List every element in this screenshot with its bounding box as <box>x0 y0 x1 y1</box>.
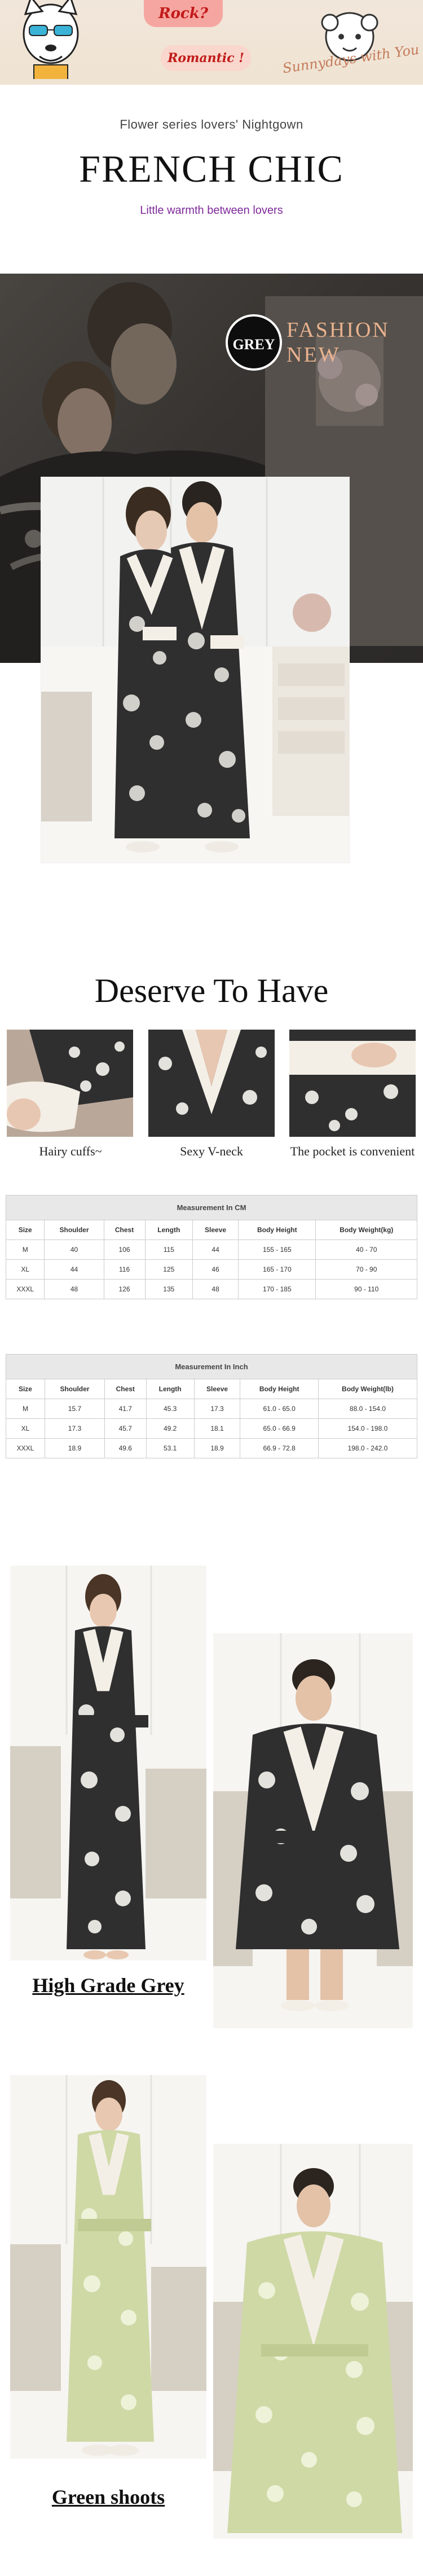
page-subtitle: Flower series lovers' Nightgown <box>120 117 303 131</box>
table-header-row <box>6 1379 417 1399</box>
header-cell: Length <box>145 1220 192 1240</box>
signature-text: Sunnydays with You <box>281 41 420 77</box>
table-cell: 70 - 90 <box>316 1260 417 1280</box>
table-cell: 165 - 170 <box>239 1260 316 1280</box>
header-cell: Body Height <box>239 1220 316 1240</box>
header-cell: Body Height <box>240 1379 318 1399</box>
table-cell: 45.7 <box>104 1419 146 1439</box>
table-row <box>6 1419 417 1439</box>
table-row <box>6 1260 417 1280</box>
cuff-detail-photo <box>7 1030 133 1137</box>
size-table-inch <box>6 1354 417 1458</box>
couple-photo <box>41 477 350 863</box>
grey-robe-man-photo <box>213 1633 413 2028</box>
header-cell: Body Weight(lb) <box>318 1379 417 1399</box>
table-cell: 18.9 <box>45 1439 104 1458</box>
table-cell: 18.9 <box>194 1439 240 1458</box>
romantic-bubble: Romantic ! <box>161 45 251 71</box>
table-cell: 155 - 165 <box>239 1240 316 1260</box>
table-inch-caption: Measurement In Inch <box>6 1354 417 1379</box>
fashion-line: FASHION <box>287 318 390 342</box>
page-title: FRENCH CHIC <box>79 147 344 190</box>
table-cell: 115 <box>145 1240 192 1260</box>
table-cell: M <box>6 1399 45 1419</box>
table-row <box>6 1280 417 1299</box>
table-cell: 49.2 <box>146 1419 194 1439</box>
neck-caption: Sexy V-neck <box>180 1144 243 1158</box>
rock-bubble: Rock? <box>144 0 223 27</box>
table-cell: XXXL <box>6 1280 45 1299</box>
green-robe-man-photo <box>213 2144 413 2539</box>
table-cell: 49.6 <box>104 1439 146 1458</box>
table-cell: 46 <box>193 1260 239 1280</box>
table-header-row <box>6 1220 417 1240</box>
header-cell: Shoulder <box>45 1379 104 1399</box>
table-cell: 40 <box>45 1240 104 1260</box>
neck-detail-photo <box>148 1030 275 1137</box>
grey-section-label: High Grade Grey <box>32 1974 184 1997</box>
table-cell: 170 - 185 <box>239 1280 316 1299</box>
table-cell: 40 - 70 <box>316 1240 417 1260</box>
header-cell: Chest <box>104 1220 145 1240</box>
grey-robe-woman-photo <box>10 1566 206 1960</box>
new-line: NEW <box>287 343 341 367</box>
pocket-caption: The pocket is convenient <box>290 1144 415 1158</box>
table-cell: 106 <box>104 1240 145 1260</box>
table-cell: 17.3 <box>45 1419 104 1439</box>
table-cell: 65.0 - 66.9 <box>240 1419 318 1439</box>
table-cell: 15.7 <box>45 1399 104 1419</box>
table-cell: M <box>6 1240 45 1260</box>
cartoon-dog-illustration <box>17 0 85 79</box>
size-table-cm <box>6 1195 417 1299</box>
table-cell: XL <box>6 1419 45 1439</box>
table-cell: 41.7 <box>104 1399 146 1419</box>
pocket-detail-photo <box>289 1030 416 1137</box>
details-title: Deserve To Have <box>94 972 329 1009</box>
fashion-new-text <box>287 318 390 367</box>
table-cell: 126 <box>104 1280 145 1299</box>
green-robe-woman-photo <box>10 2075 206 2459</box>
table-cell: 53.1 <box>146 1439 194 1458</box>
table-cell: 66.9 - 72.8 <box>240 1439 318 1458</box>
table-cell: XXXL <box>6 1439 45 1458</box>
header-cell: Body Weight(kg) <box>316 1220 417 1240</box>
table-cell: 44 <box>45 1260 104 1280</box>
page-tagline: Little warmth between lovers <box>140 204 283 217</box>
table-row <box>6 1439 417 1458</box>
table-cell: 135 <box>145 1280 192 1299</box>
header-cell: Sleeve <box>193 1220 239 1240</box>
header-cell: Chest <box>104 1379 146 1399</box>
green-section-label: Green shoots <box>51 2486 165 2508</box>
table-cell: XL <box>6 1260 45 1280</box>
table-cell: 154.0 - 198.0 <box>318 1419 417 1439</box>
header-cell: Shoulder <box>45 1220 104 1240</box>
table-cell: 125 <box>145 1260 192 1280</box>
table-cell: 61.0 - 65.0 <box>240 1399 318 1419</box>
cuff-caption: Hairy cuffs~ <box>39 1144 102 1158</box>
top-banner <box>0 0 423 85</box>
header-cell: Size <box>6 1379 45 1399</box>
table-cell: 45.3 <box>146 1399 194 1419</box>
header-cell: Length <box>146 1379 194 1399</box>
table-row <box>6 1240 417 1260</box>
table-cell: 44 <box>193 1240 239 1260</box>
table-cell: 116 <box>104 1260 145 1280</box>
header-cell: Sleeve <box>194 1379 240 1399</box>
table-cell: 48 <box>193 1280 239 1299</box>
table-cell: 18.1 <box>194 1419 240 1439</box>
table-cm-caption: Measurement In CM <box>6 1195 417 1220</box>
table-cell: 198.0 - 242.0 <box>318 1439 417 1458</box>
header-cell: Size <box>6 1220 45 1240</box>
table-cell: 48 <box>45 1280 104 1299</box>
table-cell: 90 - 110 <box>316 1280 417 1299</box>
table-row <box>6 1399 417 1419</box>
table-cell: 17.3 <box>194 1399 240 1419</box>
table-cell: 88.0 - 154.0 <box>318 1399 417 1419</box>
grey-badge: GREY <box>226 314 282 371</box>
